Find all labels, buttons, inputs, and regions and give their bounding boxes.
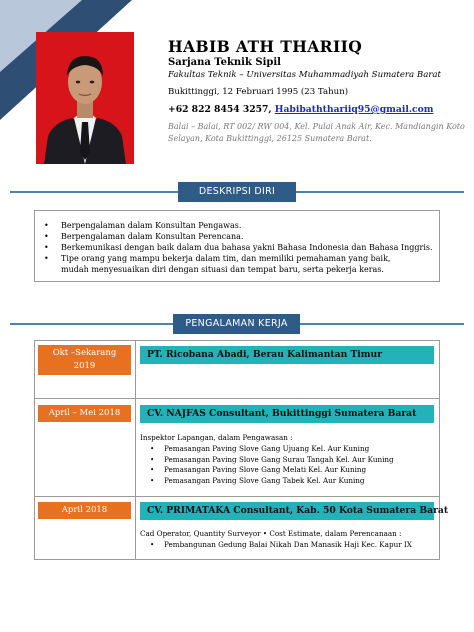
section-divider-left — [10, 323, 173, 325]
section-divider-right — [300, 323, 464, 325]
section-title-experience: PENGALAMAN KERJA — [173, 314, 300, 334]
job-role: Cad Operator, Quantity Surveyor • Cost Estimate, dalam Perencanaan : — [140, 529, 402, 538]
profile-address: Balai – Balai, RT 002/ RW 004, Kel. Pulai Anak Air, Kec. Mandiangin Koto Selayan, Kota Bukittinggi, 26125 Sumatera Barat. — [168, 122, 465, 143]
profile-degree: Sarjana Teknik Sipil — [168, 57, 281, 68]
job-date-line: 2019 — [73, 361, 96, 371]
job-date-line: Okt –Sekarang — [52, 348, 117, 358]
job-role: Inspektor Lapangan, dalam Pengawasan : — [140, 433, 293, 442]
job-date-badge — [38, 345, 131, 375]
list-item: • Pemasangan Paving Slove Gang Surau Tangah Kel. Aur Kuning — [164, 455, 394, 466]
profile-faculty: Fakultas Teknik – Universitas Muhammadiyah Sumatera Barat — [168, 70, 442, 80]
list-item: • Pembangunan Gedung Balai Nikah Dan Manasik Haji Kec. Kapur IX — [164, 540, 412, 551]
description-list — [35, 220, 439, 275]
experience-row-divider — [34, 496, 440, 497]
job-task-list — [140, 444, 394, 486]
phone-number: +62 822 8454 3257, — [168, 104, 275, 115]
job-date-badge: April 2018 — [38, 502, 131, 519]
email-link[interactable]: Habibaththariiq95@gmail.com — [274, 104, 434, 115]
job-company: PT. Ricobana Abadi, Berau Kalimantan Timur — [140, 346, 434, 364]
profile-photo — [36, 32, 134, 164]
experience-row-divider — [34, 398, 440, 399]
job-task-list — [140, 540, 412, 551]
list-item: • Tipe orang yang mampu bekerja dalam tim, dan memiliki pemahaman yang baik, mudah menyesuaikan diri dengan situasi dan tempat baru, serta pekerja keras. — [61, 253, 439, 275]
section-title-description: DESKRIPSI DIRI — [178, 182, 296, 202]
section-divider-left — [10, 191, 178, 193]
list-item: • Pemasangan Paving Slove Gang Ujuang Kel. Aur Kuning — [164, 444, 394, 455]
profile-birth: Bukittinggi, 12 Februari 1995 (23 Tahun) — [168, 87, 349, 97]
list-item: • Pemasangan Paving Slove Gang Tabek Kel. Aur Kuning — [164, 476, 394, 487]
section-divider-right — [296, 191, 464, 193]
list-item: • Berpengalaman dalam Konsultan Perencana. — [61, 231, 439, 242]
description-box — [34, 210, 440, 282]
profile-name: HABIB ATH THARIIQ — [168, 37, 363, 56]
list-item: • Pemasangan Paving Slove Gang Melati Kel. Aur Kuning — [164, 465, 394, 476]
list-item: • Berkemunikasi dengan baik dalam dua bahasa yakni Bahasa Indonesia dan Bahasa Inggris. — [61, 242, 439, 253]
profile-contact — [168, 104, 433, 115]
experience-table-column-divider — [135, 340, 136, 560]
list-item: • Berpengalaman dalam Konsultan Pengawas. — [61, 220, 439, 231]
job-company: CV. PRIMATAKA Consultant, Kab. 50 Kota Sumatera Barat — [140, 502, 434, 520]
job-date-badge: April – Mei 2018 — [38, 405, 131, 422]
job-company: CV. NAJFAS Consultant, Bukittinggi Sumatera Barat — [140, 405, 434, 423]
